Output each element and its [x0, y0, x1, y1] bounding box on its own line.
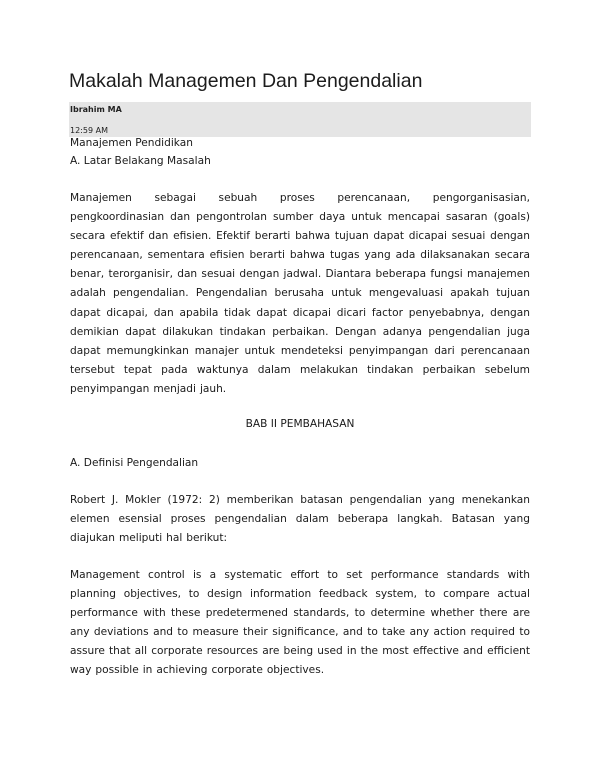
document-title: Makalah Managemen Dan Pengendalian: [69, 70, 423, 92]
subject-line: Manajemen Pendidikan: [70, 137, 193, 149]
paragraph-latar-belakang: Manajemen sebagai sebuah proses perencanaan, pengorganisasian, pengkoordinasian dan pengontrolan sumber daya untuk mencapai sasaran (goals) secara efektif dan efisien. Efektif berarti bahwa tujuan dapat dicapai sesuai dengan perencanaan, sementara efisien berarti bahwa tugas yang ada dilaksanakan secara benar, terorganisir, dan sesuai dengan jadwal. Diantara beberapa fungsi manajemen adalah pengendalian. Pengendalian berusaha untuk mengevaluasi apakah tujuan dapat dicapai, dan apabila tidak dapat dicapai dicari factor penyebabnya, dengan demikian dapat dilakukan tindakan perbaikan. Dengan adanya pengendalian juga dapat memungkinkan manajer untuk mendeteksi penyimpangan dari perencanaan tersebut tepat pada waktunya dalam melakukan tindakan perbaikan sebelum penyimpangan menjadi jauh.: [70, 192, 530, 395]
paragraph-management-control-quote: Management control is a systematic effort to set performance standards with planning objectives, to design information feedback system, to compare actual performance with these predetermened standards, to determine whether there are any deviations and to measure their significance, and to take any action required to assure that all corporate resources are being used in the most effective and efficient way possible in achieving corporate objectives.: [70, 569, 530, 677]
post-author: Ibrahim MA: [70, 105, 122, 114]
post-time: 12:59 AM: [70, 126, 108, 135]
post-meta-band: [69, 102, 531, 137]
section-heading-latar-belakang: A. Latar Belakang Masalah: [70, 155, 211, 167]
section-heading-definisi: A. Definisi Pengendalian: [70, 457, 199, 469]
paragraph-mokler: Robert J. Mokler (1972: 2) memberikan batasan pengendalian yang menekankan elemen esensial proses pengendalian dalam beberapa langkah. Batasan yang diajukan meliputi hal berikut:: [70, 494, 530, 545]
chapter-heading: BAB II PEMBAHASAN: [245, 418, 355, 430]
